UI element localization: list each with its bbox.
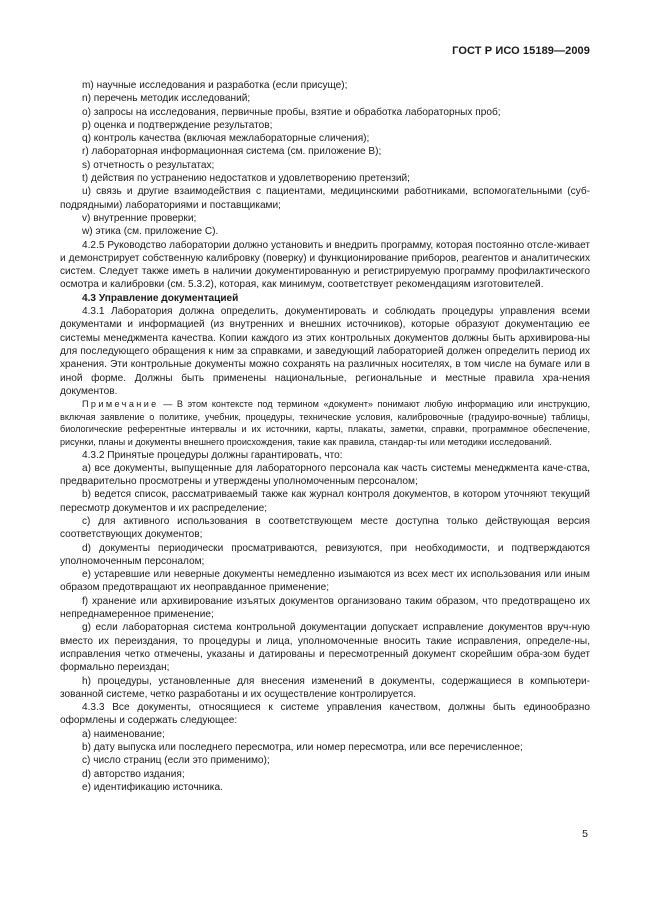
note-text: — В этом контексте под термином «документ» понимают любую информацию или инструкцию, включая заявление о политике, учебник, процедуры, технические условия, калибровочные (градуиро-вочные) таблицы, биологические референтные интервалы и их источники, карты, плакаты, заметки, справки, программное обеспечение, рисунки, планы и документы внешнего происхождения, такие как правила, стандар-ты или методики исследований.: [60, 399, 590, 447]
list-item-d-2: d) авторство издания;: [82, 768, 185, 780]
list-item-u: u) связь и другие взаимодействия с пациентами, медицинскими работниками, вспомогательными (суб-подрядными) лабораториями и поставщиками;: [60, 186, 590, 211]
paragraph-4-3-2: 4.3.2 Принятые процедуры должны гарантировать, что:: [82, 449, 343, 461]
list-item-f: f) хранение или архивирование изъятых документов организовано таким образом, что предотвращено их непреднамеренное применение;: [60, 595, 590, 621]
paragraph-4-2-5: 4.2.5 Руководство лаборатории должно установить и внедрить программу, которая постоянно отсле-живает и демонстрирует собственную калибровку (поверку) и функционирование приборов, реагентов и аналитических систем. Следует также иметь в наличии документированную и регистрируемую программу профилактического осмотра и калибровки (см. 5.3.2), которая, как минимум, соответствует рекомендациям изготовителей.: [60, 239, 590, 291]
list-item-r: r) лабораторная информационная система (см. приложение B);: [82, 146, 382, 158]
list-item-c-2: c) число страниц (если это применимо);: [82, 755, 270, 767]
document-id-header: ГОСТ Р ИСО 15189—2009: [452, 45, 590, 57]
list-item-o: o) запросы на исследования, первичные пробы, взятие и обработка лабораторных проб;: [82, 106, 501, 118]
list-item-n: n) перечень методик исследований;: [82, 93, 251, 105]
list-item-g: g) если лабораторная система контрольной документации допускает исправление документов вруч-ную вместо их переиздания, то процедуры и лица, уполномоченные вносить такие исправления, определе-ны, исправления четко отмечены, указаны и датированы и пересмотренный документ скорейшим обра-зом будет формально переиздан;: [60, 622, 590, 674]
list-item-e: e) устаревшие или неверные документы немедленно изымаются из всех мест их использования или иным образом предотвращают их неоправданное применение;: [60, 569, 590, 594]
list-item-p: p) оценка и подтверждение результатов;: [82, 119, 273, 131]
list-item-s: s) отчетность о результатах;: [82, 159, 215, 171]
list-item-e-2: e) идентификацию источника.: [82, 781, 223, 793]
paragraph-4-3-3: 4.3.3 Все документы, относящиеся к системе управления качеством, должны быть единообразно оформлены и содержать следующее:: [60, 702, 590, 727]
list-item-m: m) научные исследования и разработка (если присуще);: [82, 80, 348, 91]
list-item-h: h) процедуры, установленные для внесения изменений в документы, содержащиеся в компьютери-зованной системе, четко разработаны и их осуществление контролируется.: [60, 675, 590, 700]
list-item-b: b) ведется список, рассматриваемый также как журнал контроля документов, в котором уточняют текущий пересмотр документов и их распределение;: [60, 489, 590, 514]
list-item-w: w) этика (см. приложение C).: [82, 226, 219, 238]
note-paragraph: [60, 398, 590, 448]
paragraph-4-3-1: 4.3.1 Лаборатория должна определить, документировать и соблюдать процедуры управления всеми документами и информацией (из внутренних и внешних источников), которые образуют документацию ее системы менеджмента качества. Копии каждого из этих контрольных документов должны быть архивирова-ны для последующего обращения к ним за справками, и заведующий лабораторией должен определить период их хранения. Эти контрольные документы можно сохранять на различных носителях, в том числе на бумаге или в иной форме. Должны быть применены национальные, региональные и местные правила хра-нения документов.: [60, 306, 590, 397]
list-item-b-2: b) дату выпуска или последнего пересмотра, или номер пересмотра, или все перечисленное;: [82, 742, 523, 754]
note-label: Примечание: [82, 399, 159, 410]
list-item-v: v) внутренние проверки;: [82, 212, 197, 224]
list-item-q: q) контроль качества (включая межлабораторные сличения);: [82, 133, 370, 145]
document-body: [60, 79, 590, 794]
list-item-a: a) все документы, выпущенные для лабораторного персонала как часть системы менеджмента каче-ства, предварительно просмотрены и утверждены уполномоченным персоналом;: [60, 462, 590, 488]
page-number: 5: [582, 828, 588, 840]
list-item-t: t) действия по устранению недостатков и удовлетворению претензий;: [82, 173, 410, 185]
list-item-d: d) документы периодически просматриваются, ревизуются, при необходимости, и подтверждаются уполномоченным персоналом;: [60, 542, 590, 567]
section-title-4-3: 4.3 Управление документацией: [82, 292, 239, 304]
list-item-a-2: a) наименование;: [82, 728, 165, 740]
list-item-c: c) для активного использования в соответствующем месте доступна только действующая версия соответствующих документов;: [60, 515, 590, 541]
